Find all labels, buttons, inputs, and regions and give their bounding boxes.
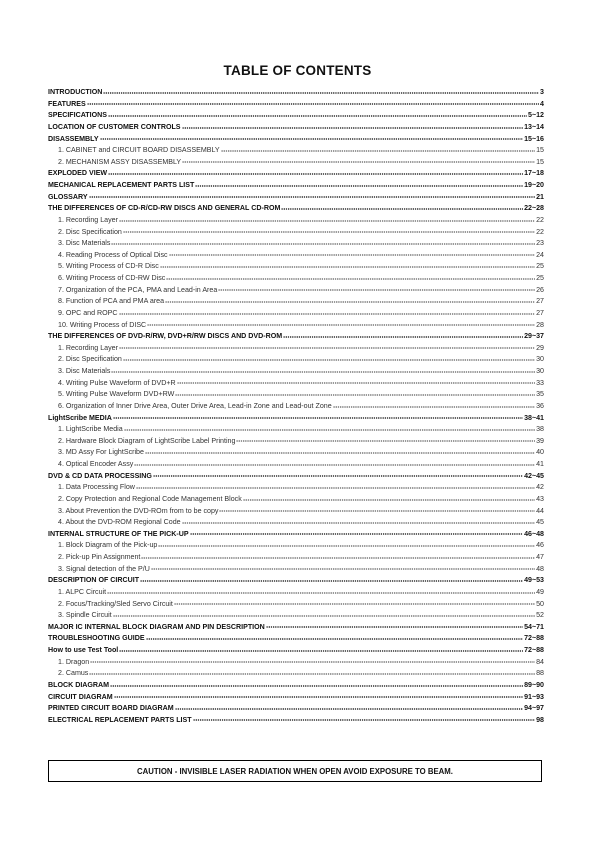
toc-entry-label: DESCRIPTION OF CIRCUIT (48, 576, 140, 585)
toc-entry-label: 5. Writing Process of CD-R Disc (58, 262, 159, 271)
toc-subsection-entry (48, 610, 544, 622)
dot-leader (111, 241, 535, 247)
toc-entry-label: MAJOR IC INTERNAL BLOCK DIAGRAM AND PIN DESCRIPTION (48, 622, 265, 631)
toc-entry-page-number: 25 (536, 274, 544, 282)
toc-subsection-entry (48, 506, 544, 518)
dot-leader (123, 357, 535, 363)
dot-leader (119, 345, 535, 351)
dot-leader (236, 438, 535, 444)
toc-entry-label: 9. OPC and ROPC (58, 308, 118, 317)
dot-leader (195, 183, 523, 189)
toc-subsection-entry (48, 494, 544, 506)
toc-section-entry (48, 192, 544, 204)
toc-subsection-entry (48, 436, 544, 448)
dot-leader (141, 555, 535, 561)
toc-entry-label: 2. Focus/Tracking/Sled Servo Circuit (58, 599, 173, 608)
toc-entry-label: EXPLODED VIEW (48, 169, 108, 178)
toc-entry-label: 4. About the DVD-ROM Regional Code (58, 518, 181, 527)
toc-entry-label: 2. MECHANISM ASSY DISASSEMBLY (58, 157, 182, 166)
toc-section-entry (48, 715, 544, 727)
dot-leader (218, 287, 535, 293)
dot-leader (119, 311, 536, 317)
toc-entry-label: 4. Optical Encoder Assy (58, 460, 134, 468)
dot-leader (182, 520, 535, 526)
toc-entry-label: 4. Writing Pulse Waveform of DVD+R (58, 378, 176, 387)
toc-entry-label: 1. Dragon (58, 657, 90, 666)
dot-leader (124, 427, 535, 433)
dot-leader (111, 369, 535, 375)
toc-entry-page-number: 48 (536, 564, 544, 573)
toc-entry-label: 1. Recording Layer (58, 215, 118, 224)
toc-entry-label: 1. ALPC Circuit (58, 587, 107, 596)
toc-entry-label: 3. Signal detection of the P/U (58, 564, 150, 573)
toc-entry-page-number: 22 (536, 227, 544, 236)
dot-leader (333, 404, 535, 410)
toc-entry-page-number: 40 (536, 448, 544, 457)
toc-entry-page-number: 21 (536, 192, 544, 201)
toc-entry-label: THE DIFFERENCES OF DVD-R/RW, DVD+R/RW DISCS AND DVD-ROM (48, 332, 283, 341)
toc-entry-label: 10. Writing Process of DISC (58, 320, 147, 329)
toc-section-entry (48, 471, 544, 483)
toc-section-entry (48, 622, 544, 634)
dot-leader (165, 299, 535, 305)
toc-subsection-entry (48, 540, 544, 552)
toc-entry-label: GLOSSARY (48, 192, 88, 201)
toc-subsection-entry (48, 308, 544, 320)
toc-entry-label: THE DIFFERENCES OF CD-R/CD-RW DISCS AND GENERAL CD-ROM (48, 204, 281, 213)
caution-notice: CAUTION - INVISIBLE LASER RADIATION WHEN OPEN AVOID EXPOSURE TO BEAM. (48, 760, 542, 782)
dot-leader (119, 218, 535, 224)
toc-entry-page-number: 4 (540, 99, 544, 108)
toc-entry-label: CIRCUIT DIAGRAM (48, 692, 113, 701)
toc-entry-page-number: 46~48 (524, 529, 544, 538)
toc-section-entry (48, 575, 544, 587)
toc-subsection-entry (48, 354, 544, 366)
dot-leader (221, 148, 535, 154)
toc-subsection-entry (48, 657, 544, 669)
toc-entry-label: 2. Copy Protection and Regional Code Management Block (58, 494, 242, 503)
toc-section-entry (48, 331, 544, 343)
toc-entry-page-number: 91~93 (524, 692, 544, 701)
toc-section-entry (48, 110, 544, 122)
page-title: TABLE OF CONTENTS (223, 63, 372, 78)
toc-section-entry (48, 645, 544, 657)
toc-entry-page-number: 30 (536, 367, 544, 375)
toc-subsection-entry (48, 447, 544, 459)
dot-leader (169, 252, 536, 258)
toc-entry-page-number: 52 (536, 611, 544, 620)
toc-entry-label: How to use Test Tool (48, 646, 119, 654)
toc-entry-page-number: 45 (536, 518, 544, 527)
toc-entry-page-number: 84 (536, 657, 544, 666)
dot-leader (110, 683, 523, 689)
dot-leader (193, 717, 536, 723)
toc-section-entry (48, 87, 544, 99)
dot-leader (243, 497, 535, 503)
toc-entry-label: 6. Organization of Inner Drive Area, Outer Drive Area, Lead-in Zone and Lead-out Zone (58, 401, 332, 410)
table-of-contents (48, 87, 544, 726)
dot-leader (140, 578, 523, 584)
dot-leader (147, 322, 535, 328)
toc-section-entry (48, 413, 544, 425)
toc-entry-page-number: 72~88 (524, 634, 544, 643)
dot-leader (113, 415, 523, 421)
toc-subsection-entry (48, 157, 544, 169)
dot-leader (134, 462, 535, 468)
toc-entry-label: DVD & CD DATA PROCESSING (48, 471, 152, 480)
toc-subsection-entry (48, 215, 544, 227)
toc-entry-label: TROUBLESHOOTING GUIDE (48, 634, 145, 643)
toc-entry-label: PRINTED CIRCUIT BOARD DIAGRAM (48, 704, 174, 713)
toc-entry-page-number: 22 (536, 215, 544, 224)
toc-entry-page-number: 49~53 (524, 576, 544, 585)
toc-entry-label: 3. About Prevention the DVD-ROm from to be copy (58, 506, 219, 515)
dot-leader (283, 334, 523, 340)
toc-entry-page-number: 33 (536, 378, 544, 387)
toc-subsection-entry (48, 389, 544, 401)
toc-subsection-entry (48, 459, 544, 471)
dot-leader (219, 508, 535, 514)
dot-leader (151, 566, 535, 572)
dot-leader (119, 648, 523, 654)
toc-section-entry (48, 180, 544, 192)
toc-entry-label: 2. Disc Specification (58, 227, 122, 236)
dot-leader (107, 590, 535, 596)
toc-entry-label: FEATURES (48, 99, 86, 108)
toc-entry-label: LOCATION OF CUSTOMER CONTROLS (48, 122, 181, 131)
toc-section-entry (48, 633, 544, 645)
dot-leader (281, 206, 523, 212)
toc-entry-page-number: 26 (536, 285, 544, 294)
dot-leader (182, 159, 535, 165)
toc-entry-page-number: 29 (536, 343, 544, 352)
toc-entry-page-number: 42 (536, 483, 544, 492)
toc-entry-label: 2. Hardware Block Diagram of LightScribe Label Printing (58, 436, 236, 445)
toc-entry-page-number: 22~28 (524, 204, 544, 213)
toc-entry-page-number: 89~90 (524, 680, 544, 689)
dot-leader (266, 624, 523, 630)
toc-entry-page-number: 36 (536, 401, 544, 410)
toc-entry-page-number: 49 (536, 587, 544, 596)
toc-entry-page-number: 27 (536, 297, 544, 306)
toc-section-entry (48, 703, 544, 715)
toc-subsection-entry (48, 482, 544, 494)
toc-subsection-entry (48, 424, 544, 436)
toc-entry-label: INTRODUCTION (48, 88, 103, 96)
toc-subsection-entry (48, 343, 544, 355)
toc-entry-page-number: 44 (536, 506, 544, 515)
toc-entry-page-number: 19~20 (524, 181, 544, 189)
toc-entry-page-number: 54~71 (524, 622, 544, 631)
toc-section-entry (48, 692, 544, 704)
toc-subsection-entry (48, 238, 544, 250)
dot-leader (100, 136, 523, 142)
toc-subsection-entry (48, 227, 544, 239)
toc-subsection-entry (48, 366, 544, 378)
toc-subsection-entry (48, 273, 544, 285)
dot-leader (174, 601, 535, 607)
toc-entry-label: 6. Writing Process of CD-RW Disc (58, 274, 166, 282)
toc-entry-page-number: 38~41 (524, 413, 544, 422)
toc-entry-label: 1. Block Diagram of the Pick-up (58, 541, 158, 550)
dot-leader (114, 694, 523, 700)
toc-entry-page-number: 3 (540, 88, 544, 96)
dot-leader (89, 194, 536, 200)
dot-leader (160, 264, 535, 270)
toc-entry-page-number: 15~16 (524, 134, 544, 143)
toc-entry-label: ELECTRICAL REPLACEMENT PARTS LIST (48, 715, 192, 724)
toc-entry-page-number: 5~12 (528, 111, 544, 120)
toc-entry-page-number: 17~18 (524, 169, 544, 178)
toc-entry-page-number: 42~45 (524, 471, 544, 480)
toc-entry-label: SPECIFICATIONS (48, 111, 107, 120)
dot-leader (175, 392, 535, 398)
toc-entry-page-number: 30 (536, 355, 544, 364)
toc-entry-page-number: 41 (536, 460, 544, 468)
toc-subsection-entry (48, 564, 544, 576)
toc-entry-page-number: 47 (536, 553, 544, 561)
dot-leader (123, 229, 535, 235)
dot-leader (108, 113, 527, 119)
toc-entry-page-number: 27 (536, 308, 544, 317)
toc-subsection-entry (48, 145, 544, 157)
toc-entry-page-number: 72~88 (524, 646, 544, 654)
dot-leader (158, 543, 535, 549)
toc-entry-label: 5. Writing Pulse Waveform DVD+RW (58, 390, 175, 399)
toc-entry-page-number: 28 (536, 320, 544, 329)
toc-entry-label: 2. Disc Specification (58, 355, 122, 364)
toc-section-entry (48, 168, 544, 180)
toc-subsection-entry (48, 378, 544, 390)
toc-entry-label: 4. Reading Process of Optical Disc (58, 250, 168, 259)
dot-leader (175, 706, 523, 712)
toc-section-entry (48, 680, 544, 692)
dot-leader (89, 671, 535, 677)
toc-subsection-entry (48, 250, 544, 262)
dot-leader (136, 485, 535, 491)
toc-entry-page-number: 15 (536, 146, 544, 155)
toc-entry-label: 8. Function of PCA and PMA area (58, 297, 165, 306)
toc-entry-page-number: 43 (536, 494, 544, 503)
toc-section-entry (48, 99, 544, 111)
toc-entry-page-number: 50 (536, 599, 544, 608)
toc-entry-label: BLOCK DIAGRAM (48, 680, 110, 689)
dot-leader (108, 171, 523, 177)
dot-leader (153, 473, 523, 479)
toc-entry-label: 2. Pick-up Pin Assignment (58, 553, 141, 561)
toc-subsection-entry (48, 668, 544, 680)
toc-section-entry (48, 529, 544, 541)
toc-entry-page-number: 13~14 (524, 122, 544, 131)
toc-entry-page-number: 38 (536, 425, 544, 434)
toc-entry-label: 1. Recording Layer (58, 343, 118, 352)
toc-entry-page-number: 94~97 (524, 704, 544, 713)
toc-subsection-entry (48, 552, 544, 564)
toc-entry-label: MECHANICAL REPLACEMENT PARTS LIST (48, 181, 195, 189)
toc-entry-page-number: 25 (536, 262, 544, 271)
toc-entry-label: 1. LightScribe Media (58, 425, 123, 434)
toc-subsection-entry (48, 587, 544, 599)
toc-entry-page-number: 35 (536, 390, 544, 399)
dot-leader (113, 613, 535, 619)
toc-entry-page-number: 39 (536, 436, 544, 445)
toc-entry-page-number: 15 (536, 157, 544, 166)
toc-entry-label: 2. Camus (58, 669, 89, 678)
toc-subsection-entry (48, 261, 544, 273)
toc-entry-page-number: 24 (536, 250, 544, 259)
toc-entry-page-number: 88 (536, 669, 544, 678)
toc-subsection-entry (48, 285, 544, 297)
dot-leader (146, 636, 524, 642)
toc-entry-label: 3. Disc Materials (58, 239, 111, 248)
toc-entry-label: INTERNAL STRUCTURE OF THE PICK-UP (48, 529, 189, 538)
toc-entry-label: 3. MD Assy For LightScribe (58, 448, 144, 457)
toc-subsection-entry (48, 401, 544, 413)
toc-section-entry (48, 203, 544, 215)
dot-leader (90, 659, 535, 665)
toc-entry-page-number: 46 (536, 541, 544, 550)
toc-entry-label: 3. Disc Materials (58, 367, 111, 375)
toc-subsection-entry (48, 320, 544, 332)
dot-leader (87, 101, 539, 107)
toc-section-entry (48, 122, 544, 134)
toc-section-entry (48, 134, 544, 146)
dot-leader (182, 125, 524, 131)
toc-entry-label: 7. Organization of the PCA, PMA and Lead-in Area (58, 285, 218, 294)
toc-entry-label: 1. Data Processing Flow (58, 483, 135, 492)
dot-leader (103, 90, 539, 96)
dot-leader (166, 276, 535, 282)
toc-subsection-entry (48, 599, 544, 611)
toc-entry-page-number: 29~37 (524, 332, 544, 341)
toc-entry-label: LightScribe MEDIA (48, 413, 112, 422)
toc-entry-label: 3. Spindle Circuit (58, 611, 112, 620)
dot-leader (145, 450, 535, 456)
toc-subsection-entry (48, 517, 544, 529)
dot-leader (190, 531, 524, 537)
toc-entry-label: DISASSEMBLY (48, 134, 99, 143)
toc-entry-label: 1. CABINET and CIRCUIT BOARD DISASSEMBLY (58, 146, 220, 155)
toc-entry-page-number: 23 (536, 239, 544, 248)
dot-leader (177, 380, 535, 386)
toc-subsection-entry (48, 296, 544, 308)
toc-entry-page-number: 98 (536, 715, 544, 724)
